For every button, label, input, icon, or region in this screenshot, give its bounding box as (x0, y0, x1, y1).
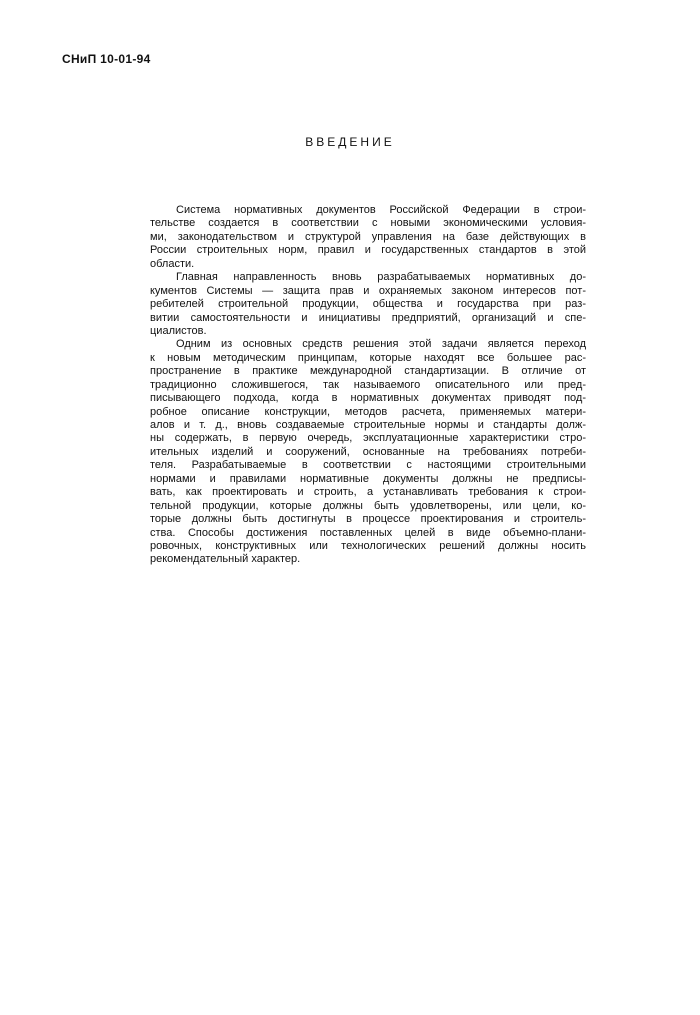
paragraph-line: традиционно сложившегося, так называемого описательного или пред- (150, 378, 586, 391)
paragraph-line: ребителей строительной продукции, общества и государства при раз- (150, 298, 586, 311)
paragraph-line: области. (150, 257, 195, 270)
paragraph-line: ительных изделий и сооружений, основанные на требованиях потреби- (150, 445, 586, 458)
paragraph-line: пространение в практике международной стандартизации. В отличие от (150, 365, 586, 378)
paragraph-line: ровочных, конструктивных или технологических решений должны носить (150, 539, 586, 552)
paragraph-line: рекомендательный характер. (150, 553, 301, 566)
paragraph-line: к новым методическим принципам, которые находят все большее рас- (150, 351, 586, 364)
paragraph (150, 338, 586, 566)
paragraph-line: робное описание конструкции, методов расчета, применяемых матери- (150, 405, 586, 418)
document-code: СНиП 10-01-94 (62, 52, 151, 66)
paragraph-line: алов и т. д., вновь создаваемые строительные нормы и стандарты долж- (150, 419, 586, 431)
paragraph-line: Главная направленность вновь разрабатываемых нормативных до- (176, 271, 586, 284)
paragraph-line: циалистов. (150, 324, 207, 337)
paragraph-line: ства. Способы достижения поставленных целей в виде объемно-плани- (150, 526, 586, 539)
body-text (150, 204, 586, 567)
paragraph-line: теля. Разрабатываемые в соответствии с настоящими строительными (150, 459, 586, 472)
paragraph-line: нормами и правилами нормативные документы должны не предписы- (150, 472, 586, 485)
paragraph (150, 204, 586, 271)
paragraph (150, 271, 586, 338)
paragraph-line: ны содержать, в первую очередь, эксплуатационные характеристики стро- (150, 432, 586, 445)
paragraph-line: России строительных норм, правил и государственных стандартов в этой (150, 244, 586, 257)
paragraph-line: кументов Системы — защита прав и охраняемых законом интересов пот- (150, 284, 586, 297)
paragraph-line: писывающего подхода, когда в нормативных документах приводят под- (150, 392, 586, 405)
paragraph-line: Одним из основных средств решения этой задачи является переход (176, 338, 586, 351)
paragraph-line: вать, как проектировать и строить, а устанавливать требования к строи- (150, 486, 586, 499)
paragraph-line: торые должны быть достигнуты в процессе проектирования и строитель- (150, 513, 586, 526)
paragraph-line: тельной продукции, которые должны быть удовлетворены, или цели, ко- (150, 499, 586, 512)
paragraph-line: ми, законодательством и структурой управления на базе действующих в (150, 230, 586, 243)
paragraph-line: Система нормативных документов Российской Федерации в строи- (176, 204, 586, 216)
paragraph-line: тельстве создается в соответствии с новыми экономическими условия- (150, 217, 586, 230)
paragraph-line: витии самостоятельности и инициативы предприятий, организаций и спе- (150, 311, 586, 324)
section-title: ВВЕДЕНИЕ (305, 135, 395, 149)
